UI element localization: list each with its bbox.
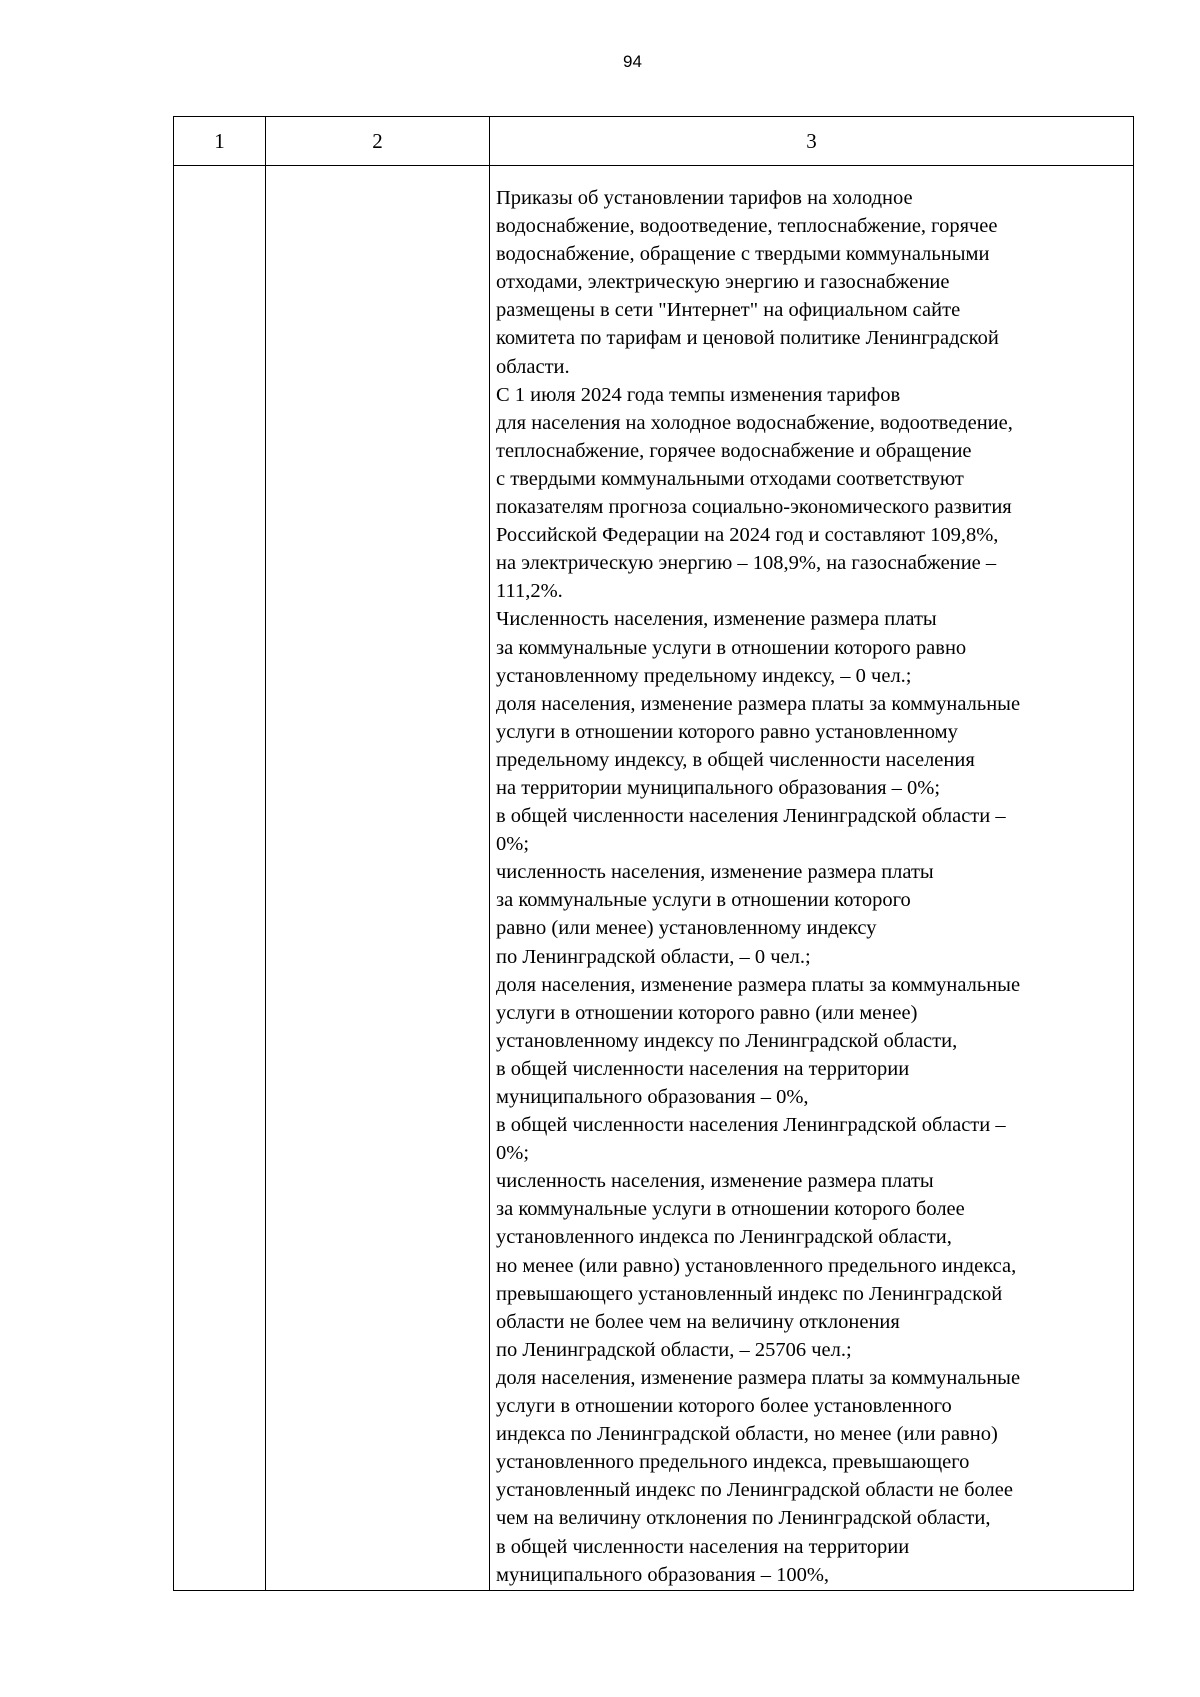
text-line: С 1 июля 2024 года темпы изменения тарифов	[496, 383, 901, 406]
text-line: установленному предельному индексу, – 0 чел.;	[496, 664, 912, 687]
text-line: индекса по Ленинградской области, но менее (или равно)	[496, 1423, 998, 1446]
text-line: муниципального образования – 0%,	[496, 1086, 809, 1108]
header-cell-3: 3	[490, 117, 1134, 166]
text-line: по Ленинградской области, – 0 чел.;	[496, 945, 811, 968]
text-line: на электрическую энергию – 108,9%, на газоснабжение –	[496, 552, 997, 575]
body-cell-3	[490, 166, 1134, 1591]
text-line: доля населения, изменение размера платы за коммунальные	[496, 1366, 1021, 1389]
text-line: Численность населения, изменение размера платы	[496, 608, 937, 631]
text-line: доля населения, изменение размера платы за коммунальные	[496, 692, 1021, 715]
body-cell-2	[266, 166, 490, 1591]
text-line: для населения на холодное водоснабжение, водоотведение,	[496, 411, 1013, 434]
cell-text-block	[490, 166, 1133, 1589]
text-line: установленный индекс по Ленинградской области не более	[496, 1479, 1013, 1502]
text-line: в общей численности населения Ленинградской области –	[496, 1114, 1006, 1137]
text-line: предельному индексу, в общей численности населения	[496, 748, 975, 771]
text-line: установленному индексу по Ленинградской области,	[496, 1029, 958, 1052]
text-line: в общей численности населения на территории	[496, 1057, 910, 1080]
text-line: области не более чем на величину отклонения	[496, 1310, 900, 1333]
text-line: услуги в отношении которого более установленного	[496, 1395, 952, 1418]
text-line: с твердыми коммунальными отходами соответствуют	[496, 467, 964, 490]
text-line: Российской Федерации на 2024 год и составляют 109,8%,	[496, 524, 999, 547]
text-line: комитета по тарифам и ценовой политике Ленинградской	[496, 327, 999, 350]
body-cell-1	[174, 166, 266, 1591]
table-row	[174, 166, 1134, 1591]
page-number: 94	[623, 52, 642, 71]
text-line: установленного предельного индекса, превышающего	[496, 1451, 970, 1474]
text-line: за коммунальные услуги в отношении которого более	[496, 1198, 965, 1221]
text-line: водоснабжение, обращение с твердыми коммунальными	[496, 243, 990, 266]
text-line: 111,2%.	[496, 580, 563, 603]
text-line: Приказы об установлении тарифов на холодное	[496, 187, 913, 209]
text-line: услуги в отношении которого равно (или менее)	[496, 1001, 918, 1024]
text-line: в общей численности населения Ленинградской области –	[496, 805, 1006, 828]
text-line: области.	[496, 355, 570, 378]
text-line: численность населения, изменение размера платы	[496, 861, 934, 884]
text-line: равно (или менее) установленному индексу	[496, 917, 877, 940]
text-line: доля населения, изменение размера платы за коммунальные	[496, 973, 1021, 996]
text-line: превышающего установленный индекс по Ленинградской	[496, 1282, 1003, 1305]
text-line: отходами, электрическую энергию и газоснабжение	[496, 271, 950, 294]
text-line: показателям прогноза социально-экономического развития	[496, 496, 1012, 519]
text-line: за коммунальные услуги в отношении которого равно	[496, 636, 967, 659]
header-cell-1: 1	[174, 117, 266, 166]
text-line: по Ленинградской области, – 25706 чел.;	[496, 1338, 852, 1361]
text-line: за коммунальные услуги в отношении которого	[496, 889, 911, 912]
text-line: теплоснабжение, горячее водоснабжение и обращение	[496, 439, 972, 462]
text-line: услуги в отношении которого равно установленному	[496, 720, 958, 743]
text-line: водоснабжение, водоотведение, теплоснабжение, горячее	[496, 215, 998, 238]
text-line: чем на величину отклонения по Ленинградской области,	[496, 1507, 991, 1530]
text-line: но менее (или равно) установленного предельного индекса,	[496, 1254, 1017, 1277]
header-cell-2: 2	[266, 117, 490, 166]
document-table	[173, 116, 1134, 1591]
text-line: в общей численности населения на территории	[496, 1535, 910, 1558]
table-header-row	[174, 117, 1134, 166]
text-line: численность населения, изменение размера платы	[496, 1170, 934, 1193]
text-line: 0%;	[496, 833, 530, 856]
text-line: размещены в сети "Интернет" на официальном сайте	[496, 299, 961, 322]
text-line: муниципального образования – 100%,	[496, 1563, 830, 1586]
text-line: на территории муниципального образования – 0%;	[496, 776, 941, 799]
text-line: 0%;	[496, 1142, 530, 1165]
text-line: установленного индекса по Ленинградской области,	[496, 1226, 952, 1249]
